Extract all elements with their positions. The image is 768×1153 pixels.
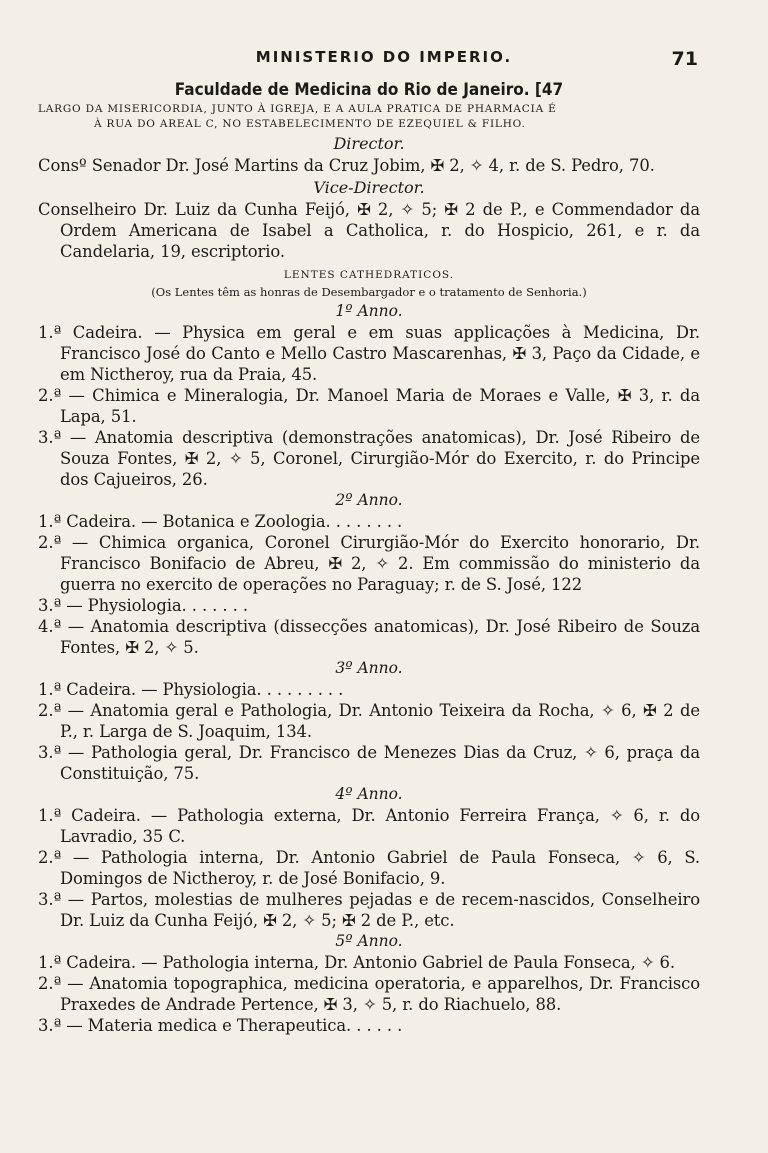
- vice-director-entry: Conselheiro Dr. Luiz da Cunha Feijó, ✠ 2, ✧ 5; ✠ 2 de P., e Commendador da Ordem Americana de Isabel a Catholica, r. do Hospicio, 261, e r. da Candelaria, 19, escriptorio.: [38, 200, 700, 261]
- chair-entry: 3.ª — Materia medica e Therapeutica. . . . . .: [38, 1016, 403, 1035]
- address-line-2: À RUA DO AREAL C, NO ESTABELECIMENTO DE EZEQUIEL & FILHO.: [94, 118, 526, 130]
- chair-entry: 2.ª — Chimica e Mineralogia, Dr. Manoel Maria de Moraes e Valle, ✠ 3, r. da Lapa, 51.: [38, 386, 700, 426]
- chair-entry: 2.ª — Anatomia topographica, medicina operatoria, e apparelhos, Dr. Francisco Praxedes de Andrade Pertence, ✠ 3, ✧ 5, r. do Riachuelo, 88.: [38, 974, 700, 1014]
- lentes-heading: LENTES CATHEDRATICOS.: [283, 269, 455, 281]
- director-entry: Consº Senador Dr. José Martins da Cruz Jobim, ✠ 2, ✧ 4, r. de S. Pedro, 70.: [38, 156, 655, 175]
- vice-director-label: Vice-Director.: [313, 178, 425, 197]
- chair-entry: 1.ª Cadeira. — Pathologia externa, Dr. Antonio Ferreira França, ✧ 6, r. do Lavradio, 35 C.: [38, 806, 700, 846]
- director-label: Director.: [333, 134, 405, 153]
- chair-entry: 1.ª Cadeira. — Pathologia interna, Dr. Antonio Gabriel de Paula Fonseca, ✧ 6.: [38, 953, 675, 972]
- year-heading: 5º Anno.: [335, 932, 403, 950]
- faculty-address: [38, 102, 700, 132]
- chair-entry: 3.ª — Partos, molestias de mulheres pejadas e de recem-nascidos, Conselheiro Dr. Luiz da Cunha Feijó, ✠ 2, ✧ 5; ✠ 2 de P., etc.: [38, 890, 700, 930]
- chair-entry: 2.ª — Chimica organica, Coronel Cirurgião-Mór do Exercito honorario, Dr. Francisco Bonifacio de Abreu, ✠ 2, ✧ 2. Em commissão do ministerio da guerra no exercito de operações no Paraguay; r. de S. José, 122: [38, 533, 700, 594]
- chair-entry: 2.ª — Pathologia interna, Dr. Antonio Gabriel de Paula Fonseca, ✧ 6, S. Domingos de Nictheroy, r. de José Bonifacio, 9.: [38, 848, 700, 888]
- chair-entry: 1.ª Cadeira. — Botanica e Zoologia. . . . . . . .: [38, 512, 403, 531]
- running-head: [0, 48, 768, 74]
- body-column: [38, 78, 700, 1036]
- faculty-title: Faculdade de Medicina do Rio de Janeiro. [47: [174, 80, 564, 100]
- page-number: 71: [671, 48, 698, 70]
- chair-entry: 4.ª — Anatomia descriptiva (dissecções anatomicas), Dr. José Ribeiro de Souza Fontes, ✠ 2, ✧ 5.: [38, 617, 700, 657]
- chair-entry: 3.ª — Anatomia descriptiva (demonstrações anatomicas), Dr. José Ribeiro de Souza Fontes, ✠ 2, ✧ 5, Coronel, Cirurgião-Mór do Exercito, r. do Principe dos Cajueiros, 26.: [38, 428, 700, 489]
- chair-entry: 3.ª — Physiologia. . . . . . .: [38, 596, 248, 615]
- address-line-1: LARGO DA MISERICORDIA, JUNTO À IGREJA, E A AULA PRATICA DE PHARMACIA É: [38, 103, 557, 115]
- lentes-note: (Os Lentes têm as honras de Desembargador e o tratamento de Senhoria.): [151, 285, 587, 299]
- year-heading: 1º Anno.: [335, 302, 403, 320]
- year-heading: 2º Anno.: [335, 491, 403, 509]
- chair-entry: 3.ª — Pathologia geral, Dr. Francisco de Menezes Dias da Cruz, ✧ 6, praça da Constituição, 75.: [38, 743, 700, 783]
- chair-entry: 1.ª Cadeira. — Physica em geral e em suas applicações à Medicina, Dr. Francisco José do Canto e Mello Castro Mascarenhas, ✠ 3, Paço da Cidade, e em Nictheroy, rua da Praia, 45.: [38, 323, 700, 384]
- chair-entry: 1.ª Cadeira. — Physiologia. . . . . . . . .: [38, 680, 344, 699]
- year-heading: 3º Anno.: [335, 659, 403, 677]
- year-heading: 4º Anno.: [335, 785, 403, 803]
- chair-entry: 2.ª — Anatomia geral e Pathologia, Dr. Antonio Teixeira da Rocha, ✧ 6, ✠ 2 de P., r. Larga de S. Joaquim, 134.: [38, 701, 700, 741]
- running-title: MINISTERIO DO IMPERIO.: [255, 48, 513, 66]
